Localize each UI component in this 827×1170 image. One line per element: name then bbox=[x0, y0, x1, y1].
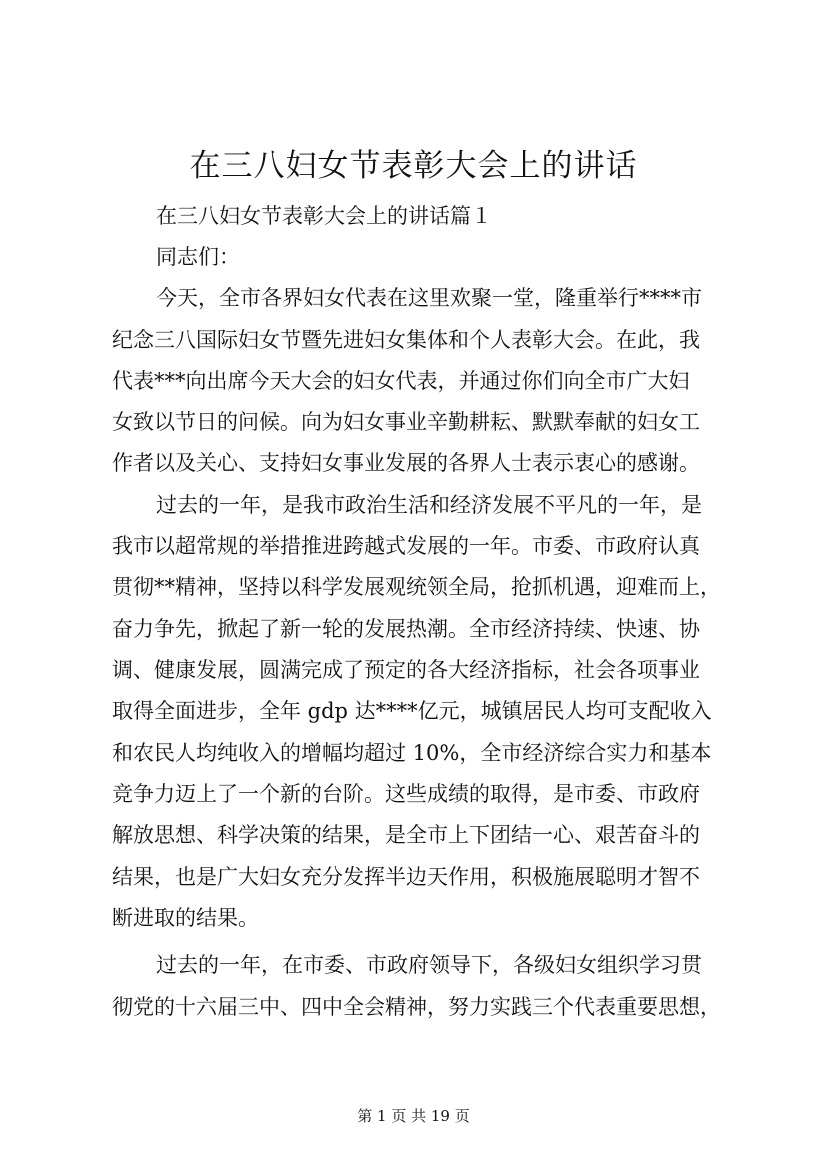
paragraph-2-line-5: 调、健康发展，圆满完成了预定的各大经济指标，社会各项事业 bbox=[112, 658, 700, 682]
paragraph-2-line-8: 竞争力迈上了一个新的台阶。这些成绩的取得，是市委、市政府 bbox=[112, 782, 700, 806]
paragraph-1-line-2: 纪念三八国际妇女节暨先进妇女集体和个人表彰大会。在此，我 bbox=[112, 328, 700, 352]
paragraph-2-line-6: 取得全面进步，全年 gdp 达****亿元，城镇居民人均可支配收入 bbox=[112, 699, 712, 723]
document-title: 在三八妇女节表彰大会上的讲话 bbox=[189, 148, 638, 184]
paragraph-2-line-9: 解放思想、科学决策的结果，是全市上下团结一心、艰苦奋斗的 bbox=[112, 823, 700, 847]
paragraph-2-line-4: 奋力争先，掀起了新一轮的发展热潮。全市经济持续、快速、协 bbox=[112, 617, 700, 641]
page-number-footer: 第 1 页 共 19 页 bbox=[357, 1107, 470, 1125]
paragraph-2-line-10: 结果，也是广大妇女充分发挥半边天作用，积极施展聪明才智不 bbox=[112, 865, 700, 889]
subtitle-line: 在三八妇女节表彰大会上的讲话篇１ bbox=[156, 204, 492, 228]
paragraph-1-line-5: 作者以及关心、支持妇女事业发展的各界人士表示衷心的感谢。 bbox=[112, 451, 700, 475]
paragraph-1-line-3: 代表***向出席今天大会的妇女代表，并通过你们向全市广大妇 bbox=[112, 369, 690, 393]
salutation-line: 同志们： bbox=[156, 245, 240, 269]
paragraph-2-line-11: 断进取的结果。 bbox=[112, 906, 259, 930]
paragraph-3-line-1: 过去的一年，在市委、市政府领导下，各级妇女组织学习贯 bbox=[156, 953, 702, 977]
paragraph-2-line-1: 过去的一年，是我市政治生活和经济发展不平凡的一年，是 bbox=[156, 493, 702, 517]
paragraph-3-line-2: 彻党的十六届三中、四中全会精神，努力实践三个代表重要思想， bbox=[112, 995, 721, 1019]
paragraph-1-line-4: 女致以节日的问候。向为妇女事业辛勤耕耘、默默奉献的妇女工 bbox=[112, 410, 700, 434]
paragraph-2-line-3: 贯彻**精神，坚持以科学发展观统领全局，抢抓机遇，迎难而上， bbox=[112, 575, 721, 599]
paragraph-2-line-2: 我市以超常规的举措推进跨越式发展的一年。市委、市政府认真 bbox=[112, 534, 700, 558]
paragraph-1-line-1: 今天，全市各界妇女代表在这里欢聚一堂，隆重举行****市 bbox=[156, 286, 702, 310]
paragraph-2-line-7: 和农民人均纯收入的增幅均超过 10%，全市经济综合实力和基本 bbox=[112, 741, 712, 765]
